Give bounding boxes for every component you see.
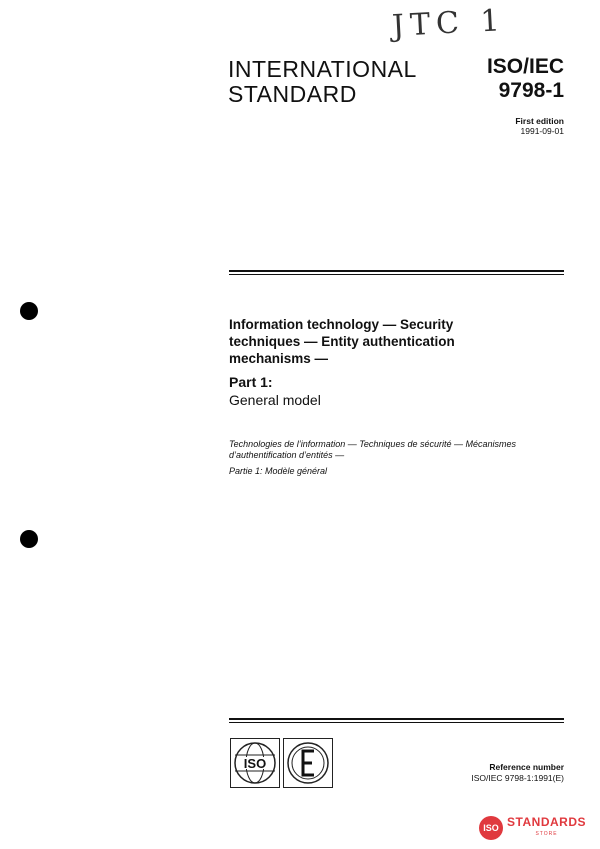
part-label: Part 1:	[229, 374, 273, 390]
store-tagline: STORE	[535, 831, 558, 837]
title-english	[229, 316, 529, 367]
iso-logo-text: ISO	[243, 756, 267, 771]
title-line: techniques — Entity authentication	[229, 334, 455, 349]
bottom-rule-1	[229, 718, 564, 720]
punch-hole	[20, 302, 38, 320]
iso-globe-icon	[231, 739, 279, 787]
iec-emblem-icon	[284, 739, 332, 787]
standard-identifier	[487, 55, 564, 103]
part-title-french: Partie 1: Modèle général	[229, 466, 328, 476]
iso-logo	[230, 738, 280, 788]
top-rule-1	[229, 270, 564, 272]
document-type-line2: STANDARD	[228, 81, 357, 107]
reference-number: ISO/IEC 9798-1:1991(E)	[471, 773, 564, 783]
store-badge: ISO	[479, 816, 503, 840]
punch-hole	[20, 530, 38, 548]
store-name: STANDARDS	[507, 815, 586, 829]
edition-date: 1991-09-01	[520, 126, 564, 136]
title-french-line: d’authentification d’entités —	[229, 450, 345, 460]
bottom-rule-2	[229, 722, 564, 723]
iec-logo-text: IEC	[307, 786, 309, 787]
part-title: General model	[229, 392, 321, 408]
standard-org: ISO/IEC	[486, 55, 564, 78]
standard-number: 9798-1	[498, 79, 564, 102]
top-rule-2	[229, 274, 564, 275]
document-type	[228, 57, 417, 107]
reference-block	[471, 762, 564, 784]
title-french	[229, 439, 569, 461]
store-name-block	[507, 816, 586, 840]
title-line: mechanisms —	[229, 351, 329, 366]
reference-label: Reference number	[489, 762, 564, 772]
store-watermark	[479, 816, 586, 840]
iec-logo	[283, 738, 333, 788]
edition-label: First edition	[515, 116, 564, 126]
document-type-line1: INTERNATIONAL	[228, 56, 417, 82]
title-line: Information technology — Security	[229, 317, 454, 332]
title-french-line: Technologies de l’information — Techniques de sécurité — Mécanismes	[229, 439, 516, 449]
handwritten-annotation: JTC 1	[391, 3, 507, 44]
edition-block	[515, 116, 564, 136]
